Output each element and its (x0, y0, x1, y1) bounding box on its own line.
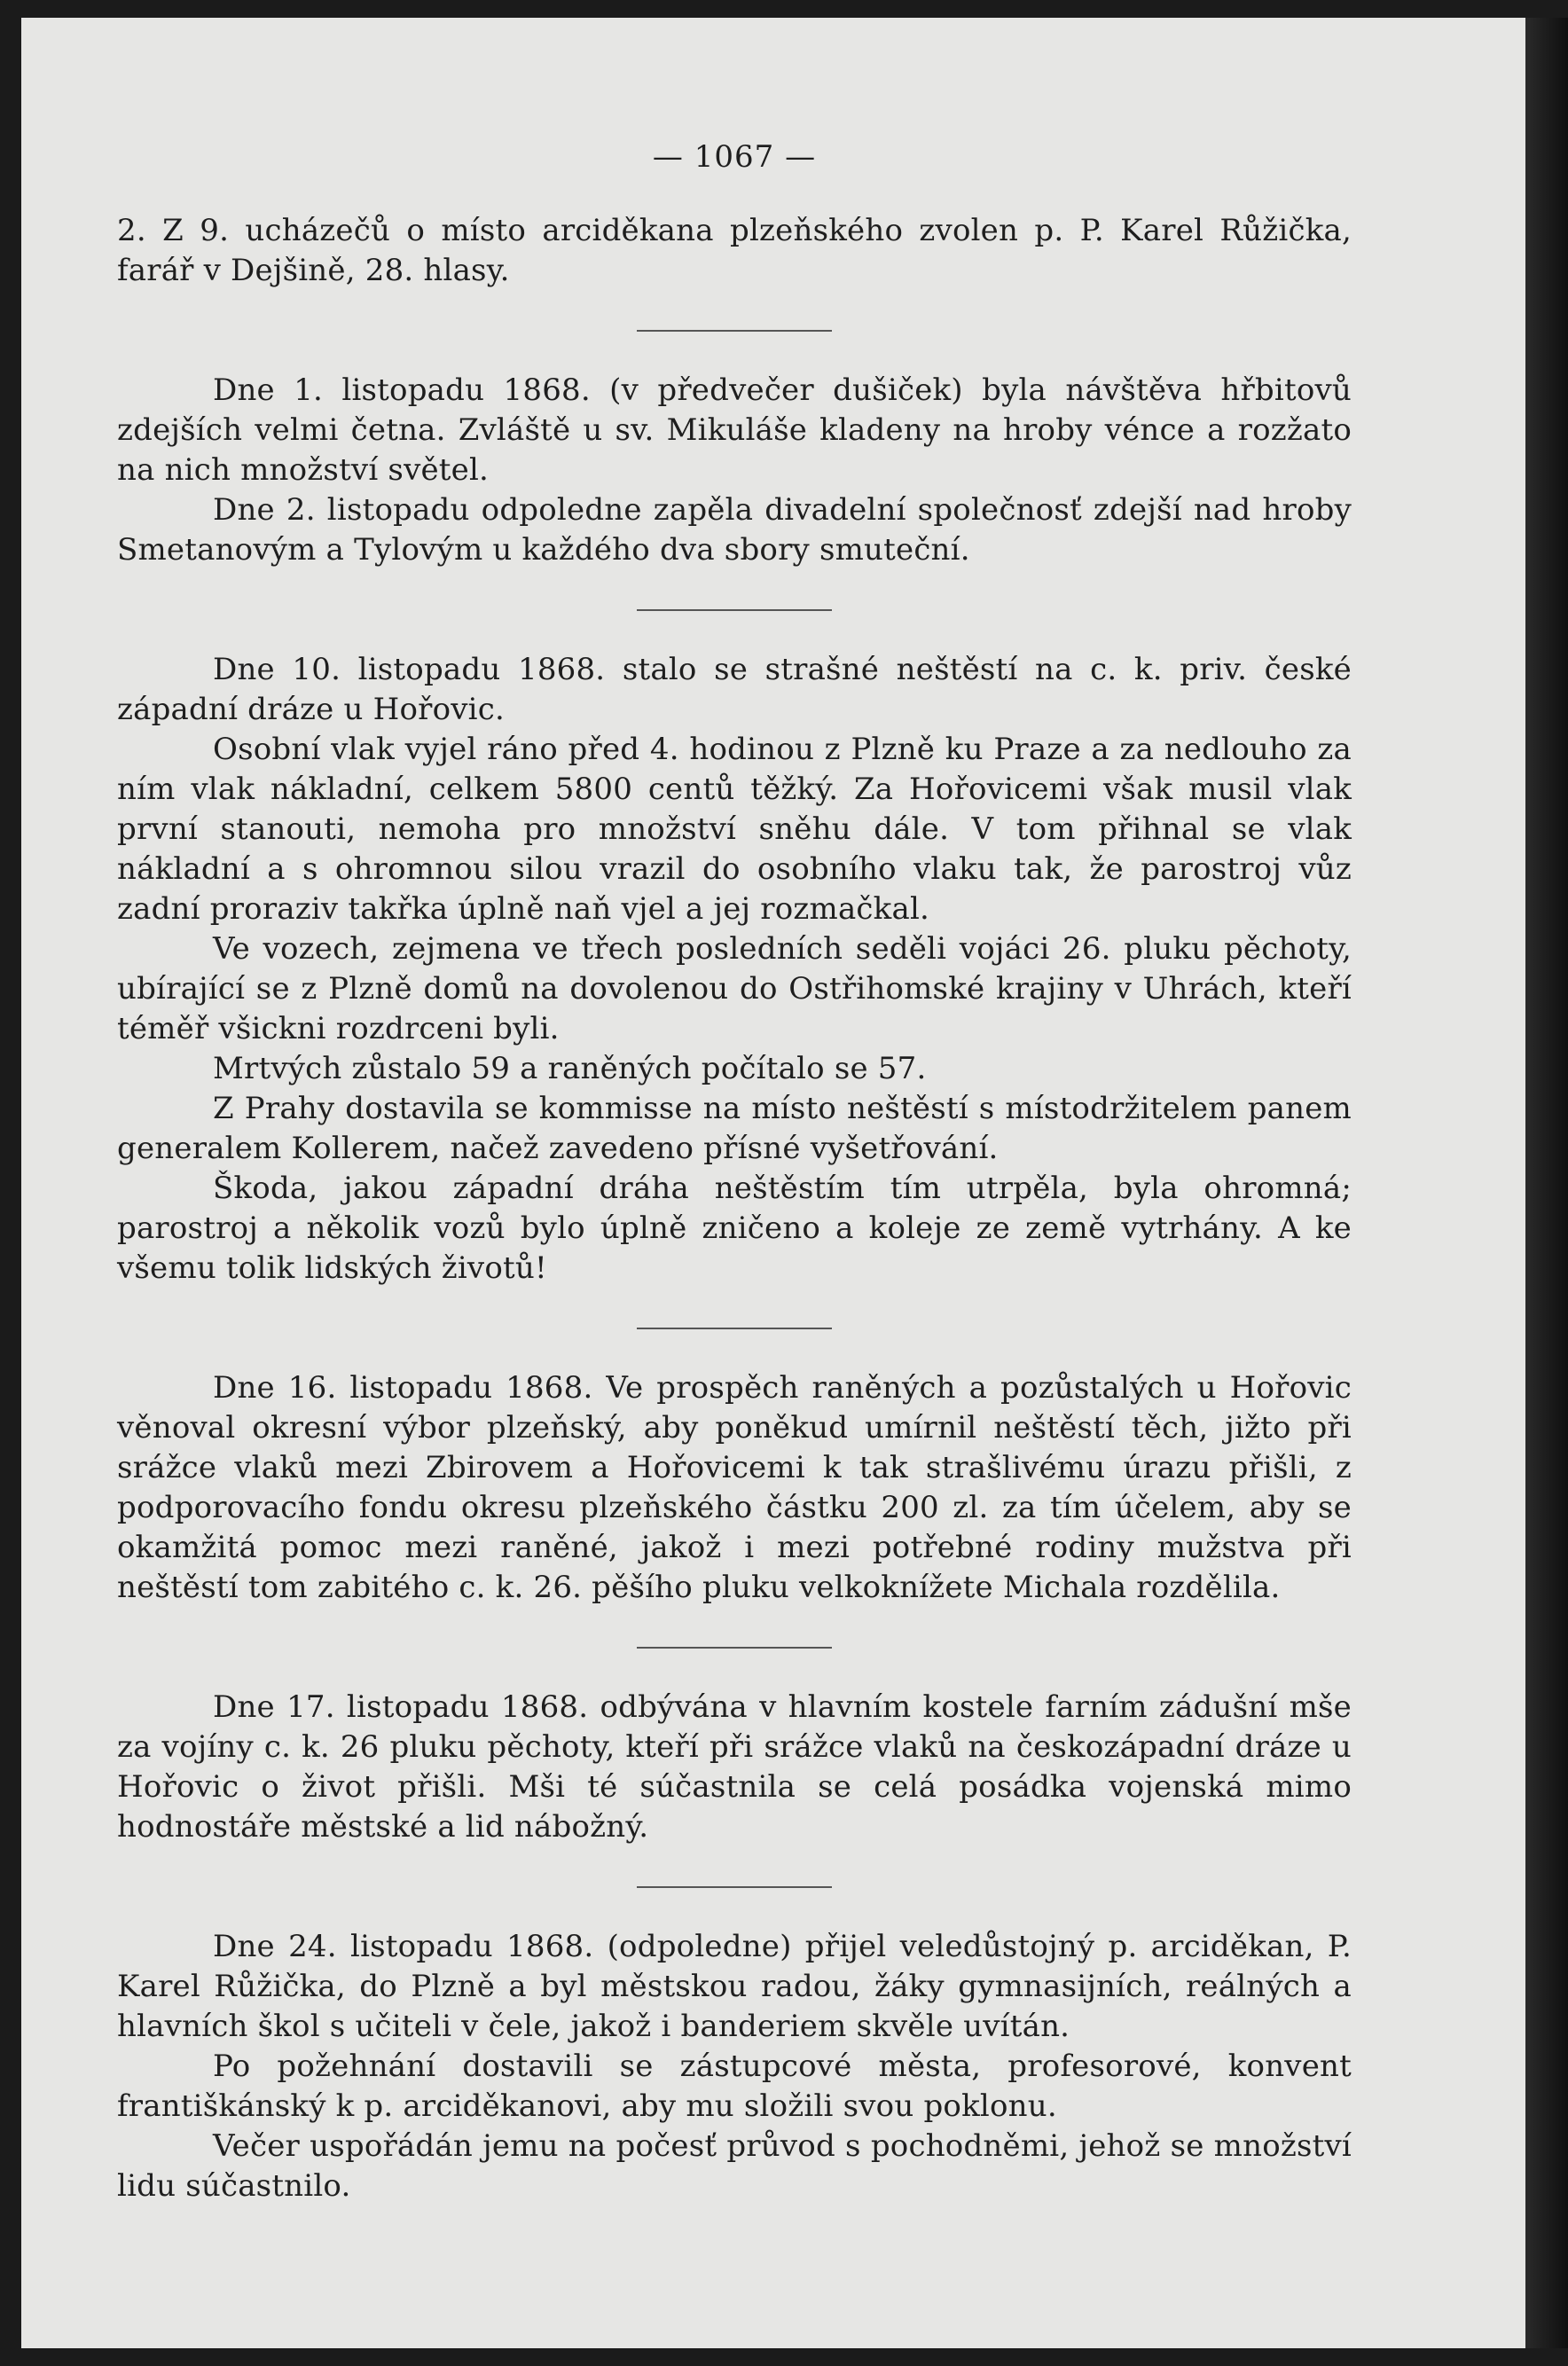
paragraph-all-souls-eve: Dne 1. listopadu 1868. (v předvečer dušiček) byla návštěva hřbitovů zdejších velmi četna. Zvláště u sv. Mikuláše kladeny na hroby vénce a rozžato na nich množství světel. (117, 372, 1352, 488)
paragraph-soldiers: Ve vozech, zejmena ve třech posledních seděli vojáci 26. pluku pěchoty, ubírající se z Plzně domů na dovolenou do Ostřihomské krajiny v Uhrách, kteří téměř všickni rozdrceni byli. (117, 931, 1352, 1046)
scan-edge-shadow (1525, 18, 1568, 2348)
paragraph-commission: Z Prahy dostavila se kommisse na místo neštěstí s místodržitelem panem generalem Kollerem, načež zavedeno přísné vyšetřování. (117, 1091, 1352, 1166)
section-divider (637, 1647, 832, 1649)
paragraph-theatre-choirs: Dne 2. listopadu odpoledne zapěla divadelní společnosť zdejší nad hroby Smetanovým a Tylovým u každého dva sbory smuteční. (117, 492, 1352, 568)
paragraph-train-accident: Dne 10. listopadu 1868. stalo se strašné neštěstí na c. k. priv. české západní dráze u Hořovic. (117, 652, 1352, 727)
paragraph-archdeacon-arrival: Dne 24. listopadu 1868. (odpoledne) přijel veledůstojný p. arciděkan, P. Karel Růžička, do Plzně a byl městskou radou, žáky gymnasijních, reálných a hlavních škol s učiteli v čele, jakož i banderiem skvěle uvítán. (117, 1929, 1352, 2044)
page-number: — 1067 — (652, 139, 817, 175)
section-divider (637, 1886, 832, 1888)
paragraph-damage: Škoda, jakou západní dráha neštěstím tím utrpěla, byla ohromná; parostroj a několik vozů bylo úplně zničeno a koleje ze země vytrhány. A ke všemu tolik lidských životů! (117, 1171, 1352, 1286)
paragraph-torch-procession: Večer uspořádán jemu na počesť průvod s pochodněmi, jehož se množství lidu súčastnilo. (117, 2128, 1352, 2204)
scanned-page (21, 18, 1525, 2348)
paragraph-relief-fund: Dne 16. listopadu 1868. Ve prospěch raněných a pozůstalých u Hořovic věnoval okresní výbor plzeňský, aby poněkud umírnil neštěstí těch, jižto při srážce vlaků mezi Zbirovem a Hořovicemi k tak strašlivému úrazu přišli, z podporovacího fondu okresu plzeňského částku 200 zl. za tím účelem, aby se okamžitá pomoc mezi raněné, jakož i mezi potřebné rodiny mužstva při neštěstí tom zabitého c. k. 26. pěšího pluku velkoknížete Michala rozdělila. (117, 1370, 1352, 1605)
page-text (117, 137, 1352, 2206)
paragraph-train-collision: Osobní vlak vyjel ráno před 4. hodinou z Plzně ku Praze a za nedlouho za ním vlak nákladní, celkem 5800 centů těžký. Za Hořovicemi však musil vlak první stanouti, nemoha pro množství sněhu dále. V tom přihnal se vlak nákladní a s ohromnou silou vrazil do osobního vlaku tak, že parostroj vůz zadní proraziv takřka úplně naň vjel a jej rozmačkal. (117, 732, 1352, 927)
paragraph-requiem-mass: Dne 17. listopadu 1868. odbývána v hlavním kostele farním zádušní mše za vojíny c. k. 26 pluku pěchoty, kteří při srážce vlaků na českozápadní dráze u Hořovic o život přišli. Mši té súčastnila se celá posádka vojenská mimo hodnostáře městské a lid nábožný. (117, 1689, 1352, 1845)
section-divider (637, 1328, 832, 1329)
paragraph-casualties: Mrtvých zůstalo 59 a raněných počítalo se 57. (213, 1051, 927, 1086)
section-divider (637, 609, 832, 611)
paragraph-homage: Po požehnání dostavili se zástupcové města, profesorové, konvent františkánský k p. arciděkanovi, aby mu složili svou poklonu. (117, 2049, 1352, 2124)
paragraph-election: 2. Z 9. ucházečů o místo arciděkana plzeňského zvolen p. P. Karel Růžička, farář v Dejšině, 28. hlasy. (117, 213, 1352, 288)
section-divider (637, 330, 832, 332)
